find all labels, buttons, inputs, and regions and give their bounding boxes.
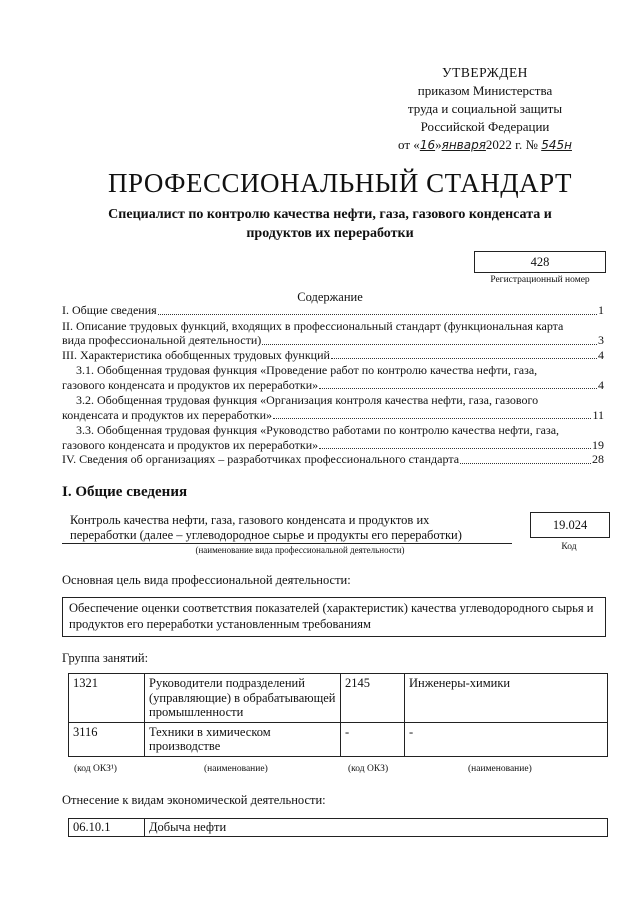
toc-item-page: 11 xyxy=(592,407,604,422)
caption-name: (наименование) xyxy=(468,764,532,774)
toc-item-text: 3.2. Обобщенная трудовая функция «Организация контроля качества нефти, газа, газового xyxy=(76,393,539,407)
toc-item[interactable] xyxy=(62,303,604,318)
document-title: ПРОФЕССИОНАЛЬНЫЙ СТАНДАРТ xyxy=(107,168,573,198)
occupation-name-cell: - xyxy=(405,722,608,756)
table-row xyxy=(69,674,608,723)
toc-item-text: 3.1. Обобщенная трудовая функция «Проведение работ по контролю качества нефти, газа, xyxy=(76,363,538,377)
date-year: 2022 г. № xyxy=(485,137,538,152)
occupation-table xyxy=(68,673,608,757)
toc-item-text: III. Характеристика обобщенных трудовых функций xyxy=(62,347,330,362)
group-label: Группа занятий: xyxy=(62,651,149,665)
toc-item-page: 28 xyxy=(592,452,604,466)
okz-code-cell: 3116 xyxy=(69,722,145,756)
code-caption: Код xyxy=(561,542,577,552)
occupation-name-cell: Техники в химическом производстве xyxy=(145,722,341,756)
table-row xyxy=(69,722,608,756)
toc-item-text-cont: конденсата и продуктов их переработки» xyxy=(62,407,272,422)
document-subtitle: Специалист по контролю качества нефти, газа, газового конденсата и продуктов их переработки xyxy=(108,207,552,241)
contents-heading: Содержание xyxy=(297,290,363,304)
date-prefix: от « xyxy=(398,137,420,152)
toc-item-text: II. Описание трудовых функций, входящих в профессиональный стандарт (функциональная карта xyxy=(62,318,564,333)
econ-activity-table xyxy=(68,818,608,837)
caption-name: (наименование) xyxy=(204,764,268,774)
table-row xyxy=(69,819,608,837)
toc-item-page: 3 xyxy=(598,333,604,347)
toc-item-page: 4 xyxy=(598,347,604,362)
date-mid: » xyxy=(435,137,442,152)
toc-item-page: 1 xyxy=(598,303,604,317)
approval-line-2: труда и социальной защиты xyxy=(407,101,563,116)
table-of-contents xyxy=(62,303,604,467)
toc-item-text: 3.3. Обобщенная трудовая функция «Руководство работами по контролю качества нефти, газа, xyxy=(76,423,560,437)
okz-code-cell: - xyxy=(341,722,405,756)
activity-line-1: Контроль качества нефти, газа, газового конденсата и продуктов их xyxy=(70,513,430,527)
activity-code-box: 19.024 xyxy=(530,512,610,538)
okved-code-cell: 06.10.1 xyxy=(69,819,145,837)
date-day-handwritten: 16 xyxy=(419,138,436,152)
toc-item-text-cont: газового конденсата и продуктов их переработки» xyxy=(62,377,319,392)
toc-item-text: I. Общие сведения xyxy=(62,303,157,317)
approval-line-1: приказом Министерства xyxy=(417,83,553,98)
registration-caption: Регистрационный номер xyxy=(490,275,590,285)
occupation-name-cell: Руководители подразделений (управляющие) в обрабатывающей промышленности xyxy=(145,674,341,723)
approval-date-line xyxy=(370,136,600,154)
okz-code-cell: 2145 xyxy=(341,674,405,723)
toc-item[interactable] xyxy=(62,393,604,422)
okz-code-cell: 1321 xyxy=(69,674,145,723)
econ-activity-label: Отнесение к видам экономической деятельности: xyxy=(62,793,326,807)
section-heading: I. Общие сведения xyxy=(62,484,188,500)
toc-item-text: IV. Сведения об организациях – разработчиках профессионального стандарта xyxy=(62,452,460,466)
activity-caption: (наименование вида профессиональной деятельности) xyxy=(195,545,405,555)
approval-line-3: Российской Федерации xyxy=(420,119,550,134)
occupation-name-cell: Инженеры-химики xyxy=(405,674,608,723)
order-number-handwritten: 545н xyxy=(541,138,572,152)
toc-item-text-cont: вида профессиональной деятельности) xyxy=(62,333,262,347)
goal-label: Основная цель вида профессиональной деятельности: xyxy=(62,573,351,587)
toc-item[interactable] xyxy=(62,319,604,348)
date-month-handwritten: января xyxy=(441,138,486,152)
registration-number-box: 428 xyxy=(474,251,606,273)
toc-item-text-cont: газового конденсата и продуктов их переработки» xyxy=(62,437,319,452)
okved-name-cell: Добыча нефти xyxy=(145,819,608,837)
toc-item[interactable] xyxy=(62,363,604,392)
toc-item[interactable] xyxy=(62,423,604,452)
goal-box: Обеспечение оценки соответствия показателей (характеристик) качества углеводородного сырья и продуктов его переработки установленным требованиям xyxy=(62,597,606,637)
approval-heading: УТВЕРЖДЕН xyxy=(442,65,528,80)
toc-item-page: 19 xyxy=(592,437,604,452)
approval-block xyxy=(370,64,600,154)
activity-line-2: переработки (далее – углеводородное сырье и продукты его переработки) xyxy=(62,528,512,544)
caption-okz-code: (код ОКЗ) xyxy=(348,764,389,774)
toc-item[interactable] xyxy=(62,348,604,363)
caption-okz-code: (код ОКЗ¹) xyxy=(74,764,117,774)
toc-item[interactable] xyxy=(62,452,604,467)
toc-item-page: 4 xyxy=(598,377,604,392)
activity-name xyxy=(62,513,512,544)
